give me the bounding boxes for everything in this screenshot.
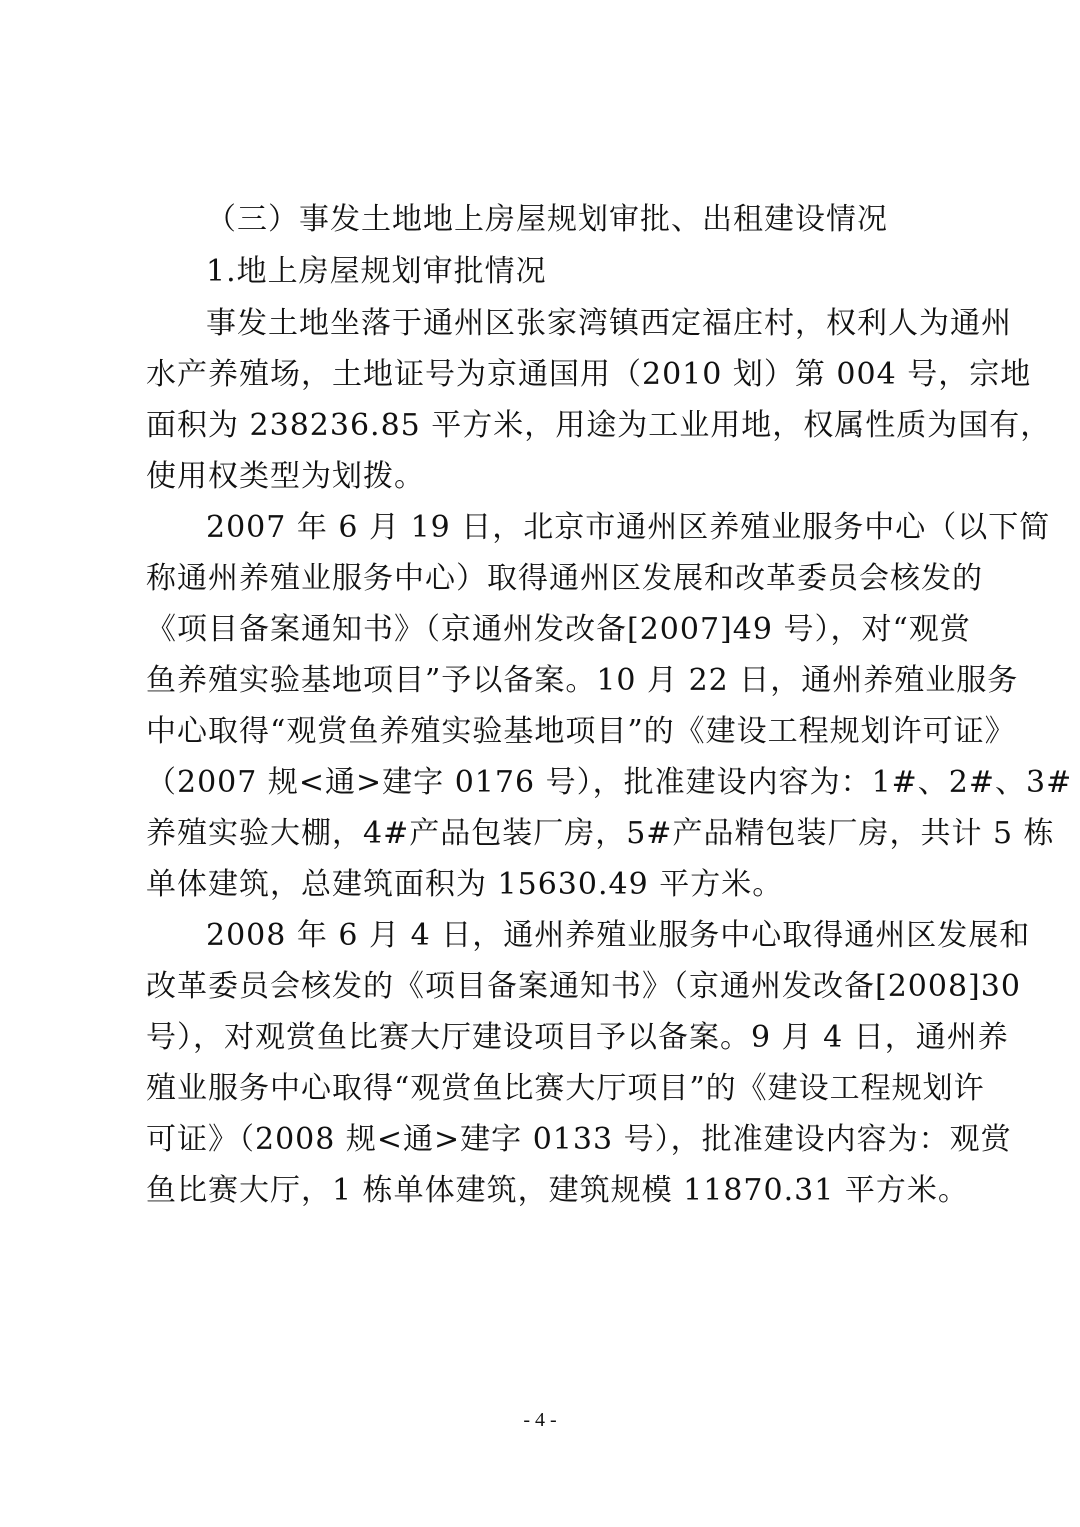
paragraph-line: 水产养殖场，土地证号为京通国用（2010 划）第 004 号，宗地 xyxy=(146,357,1032,392)
paragraph-line: 《项目备案通知书》（京通州发改备[2007]49 号），对“观赏 xyxy=(146,612,971,647)
paragraph-line: 养殖实验大棚，4#产品包装厂房，5#产品精包装厂房，共计 5 栋 xyxy=(146,816,1055,851)
paragraph-line: 殖业服务中心取得“观赏鱼比赛大厅项目”的《建设工程规划许 xyxy=(146,1071,985,1106)
page-number: - 4 - xyxy=(523,1409,557,1431)
paragraph-line: 称通州养殖业服务中心）取得通州区发展和改革委员会核发的 xyxy=(146,561,983,596)
section-heading: （三）事发土地地上房屋规划审批、出租建设情况 xyxy=(206,202,888,237)
paragraph-line: 事发土地坐落于通州区张家湾镇西定福庄村，权利人为通州 xyxy=(206,306,1012,341)
paragraph-line: 可证》（2008 规<通>建字 0133 号），批准建设内容为：观赏 xyxy=(146,1122,1012,1157)
paragraph-line: 鱼养殖实验基地项目”予以备案。10 月 22 日，通州养殖业服务 xyxy=(146,663,1019,698)
paragraph-line: 单体建筑，总建筑面积为 15630.49 平方米。 xyxy=(146,867,784,902)
paragraph-line: 2008 年 6 月 4 日，通州养殖业服务中心取得通州区发展和 xyxy=(206,918,1031,953)
paragraph-line: 中心取得“观赏鱼养殖实验基地项目”的《建设工程规划许可证》 xyxy=(146,714,1016,749)
paragraph-line: 号），对观赏鱼比赛大厅建设项目予以备案。9 月 4 日，通州养 xyxy=(146,1020,1009,1055)
paragraph-line: 面积为 238236.85 平方米，用途为工业用地，权属性质为国有， xyxy=(146,408,1052,443)
paragraph-line: （2007 规<通>建字 0176 号），批准建设内容为：1#、2#、3# xyxy=(146,765,1073,800)
paragraph-line: 鱼比赛大厅，1 栋单体建筑，建筑规模 11870.31 平方米。 xyxy=(146,1173,969,1208)
paragraph-line: 2007 年 6 月 19 日，北京市通州区养殖业服务中心（以下简 xyxy=(206,510,1051,545)
subsection-heading: 1.地上房屋规划审批情况 xyxy=(206,254,547,289)
paragraph-line: 改革委员会核发的《项目备案通知书》（京通州发改备[2008]30 xyxy=(146,969,1021,1004)
paragraph-line: 使用权类型为划拨。 xyxy=(146,459,425,494)
